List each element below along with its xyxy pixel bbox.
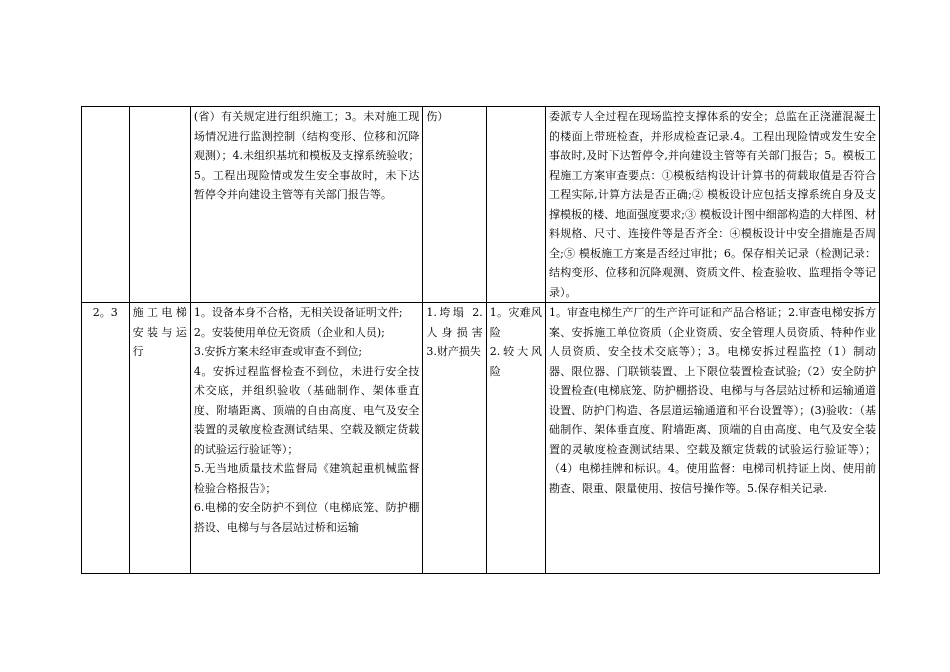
hazard-text: (省）有关规定进行组织施工；3。未对施工现场情况进行监测控制（结构变形、位移和沉降观测）；4.未组织基坑和模板及支撑系统验收；5。工程出现险情或发生安全事故时，未下达暂停令并向建设主管等有关部门报告等。 <box>193 110 420 201</box>
project-cell: 施工电梯安装与运行 <box>129 303 190 574</box>
risk-level-cell: 1。灾难风险 2.较大风险 <box>486 303 545 574</box>
hazard-line: 2。安装使用单位无资质（企业和人员); <box>193 325 385 339</box>
consequence-cell: 1.垮塌 2.人身损害 3.财产损失 <box>423 303 486 574</box>
hazard-line: 6.电梯的安全防护不到位（电梯底笼、防护棚搭设、电梯与与各层站过桥和运输 <box>193 501 420 534</box>
table-row <box>82 303 880 574</box>
risk-level-cell <box>486 107 545 303</box>
risk-control-table <box>81 106 880 574</box>
measures-cell: 委派专人全过程在现场监控支撑体系的安全；总监在正浇灌混凝土的楼面上带班检查，并形成检查记录.4。工程出现险情或发生安全事故时,及时下达暂停令,并向建设主管等有关部门报告；5。模板工程施工方案审查要点：①模板结构设计计算书的荷载取值是否符合工程实际,计算方法是否正确;② 模板设计应包括支撑系统自身及支撑模板的楼、地面强度要求;③ 模板设计图中细部构造的大样图、材料规格、尺寸、连接件等是否齐全：④模板设计中安全措施是否周全;⑤ 模板施工方案是否经过审批；6。保存相关记录（检测记录：结构变形、位移和沉降观测、资质文件、检查验收、监理指令等记录）。 <box>545 107 879 303</box>
hazard-line: 3.安拆方案未经审查或审查不到位; <box>193 345 363 358</box>
item-number-cell: 2。3 <box>82 303 130 574</box>
item-number-cell <box>82 107 130 303</box>
measures-cell: 1。审查电梯生产厂的生产许可证和产品合格证；2.审查电梯安拆方案、安拆施工单位资质（企业资质、安全管理人员资质、特种作业人员资质、安全技术交底等）；3。电梯安拆过程监控（1）制动器、限位器、门联锁装置、上下限位装置检查试验;（2）安全防护设置检查(电梯底笼、防护棚搭设、电梯与与各层站过桥和运输通道设置、防护门构造、各层道运输通道和平台设置等）；(3)验收：（基础制作、架体垂直度、附墙距离、顶端的自由高度、电气及安全装置的灵敏度检查测试结果、空载及额定货载的试验运行验证等）；（4）电梯挂牌和标识。4。使用监督：电梯司机持证上岗、使用前勘查、限重、限量使用、按信号操作等。5.保存相关记录. <box>545 303 879 574</box>
consequence-cell: 伤） <box>423 107 486 303</box>
project-cell <box>129 107 190 303</box>
hazard-line: 1。设备本身不合格，无相关设备证明文件; <box>193 306 403 319</box>
hazard-line: 4。安拆过程监督检查不到位，未进行安全技术交底，并组织验收（基础制作、架体垂直度、附墙距离、顶端的自由高度、电气及安全装置的灵敏度检查测试结果、空载及额定货载的试验运行验证等）； <box>193 364 420 456</box>
table-row <box>82 107 880 303</box>
hazard-cell <box>190 303 423 574</box>
hazard-line: 5.无当地质量技术监督局《建筑起重机械监督检验合格报告》； <box>193 462 420 495</box>
hazard-cell <box>190 107 423 303</box>
